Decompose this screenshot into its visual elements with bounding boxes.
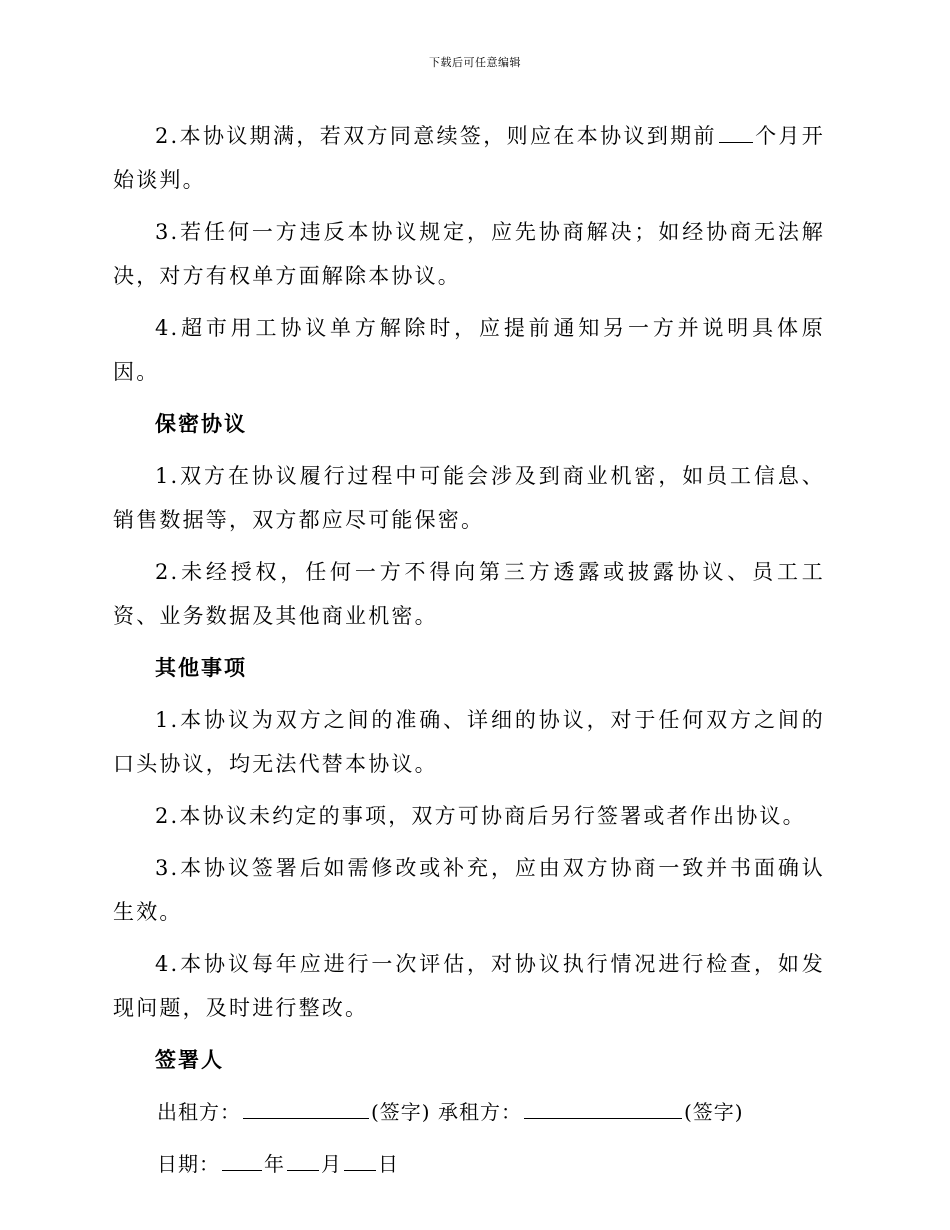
year-label: 年 xyxy=(264,1152,285,1176)
other-item-2: 2.本协议未约定的事项，双方可协商后另行签署或者作出协议。 xyxy=(155,804,806,828)
clause-renewal-text-before: 2.本协议期满，若双方同意续签，则应在本协议到期前 xyxy=(155,124,717,148)
clause-breach: 3.若任何一方违反本协议规定，应先协商解决；如经协商无法解决，对方有权单方面解除本协议。 xyxy=(113,220,825,288)
other-item-3: 3.本协议签署后如需修改或补充，应由双方协商一致并书面确认生效。 xyxy=(113,856,825,924)
lessee-signature-blank[interactable] xyxy=(524,1098,682,1119)
day-label: 日 xyxy=(378,1152,399,1176)
lessor-sign-suffix: (签字) xyxy=(371,1100,431,1124)
clause-renewal-text-after: 个月开始谈判。 xyxy=(113,124,825,192)
date-label: 日期： xyxy=(157,1152,220,1176)
confidentiality-item-2: 2.未经授权，任何一方不得向第三方透露或披露协议、员工工资、业务数据及其他商业机密。 xyxy=(113,560,825,628)
page-header-note: 下载后可任意编辑 xyxy=(429,56,521,69)
year-blank[interactable] xyxy=(222,1150,262,1171)
date-line xyxy=(113,1142,825,1186)
lessee-sign-suffix: (签字) xyxy=(683,1100,744,1124)
month-label: 月 xyxy=(321,1152,342,1176)
section-heading-other: 其他事项 xyxy=(155,656,247,680)
confidentiality-item-1: 1.双方在协议履行过程中可能会涉及到商业机密，如员工信息、销售数据等，双方都应尽可能保密。 xyxy=(113,464,825,532)
renewal-months-blank[interactable] xyxy=(719,122,753,143)
other-item-1: 1.本协议为双方之间的准确、详细的协议，对于任何双方之间的口头协议，均无法代替本协议。 xyxy=(113,708,825,776)
month-blank[interactable] xyxy=(287,1150,319,1171)
lessee-label: 承租方： xyxy=(437,1100,522,1124)
other-item-4: 4.本协议每年应进行一次评估，对协议执行情况进行检查，如发现问题，及时进行整改。 xyxy=(113,952,825,1020)
lessor-label: 出租方： xyxy=(157,1100,241,1124)
document-body xyxy=(113,114,825,1194)
clause-renewal xyxy=(113,114,825,202)
clause-termination: 4.超市用工协议单方解除时，应提前通知另一方并说明具体原因。 xyxy=(113,316,825,384)
section-heading-confidentiality: 保密协议 xyxy=(155,412,247,436)
lessor-signature-blank[interactable] xyxy=(243,1098,369,1119)
day-blank[interactable] xyxy=(344,1150,376,1171)
signature-line xyxy=(113,1090,825,1134)
section-heading-signatories: 签署人 xyxy=(155,1048,224,1072)
